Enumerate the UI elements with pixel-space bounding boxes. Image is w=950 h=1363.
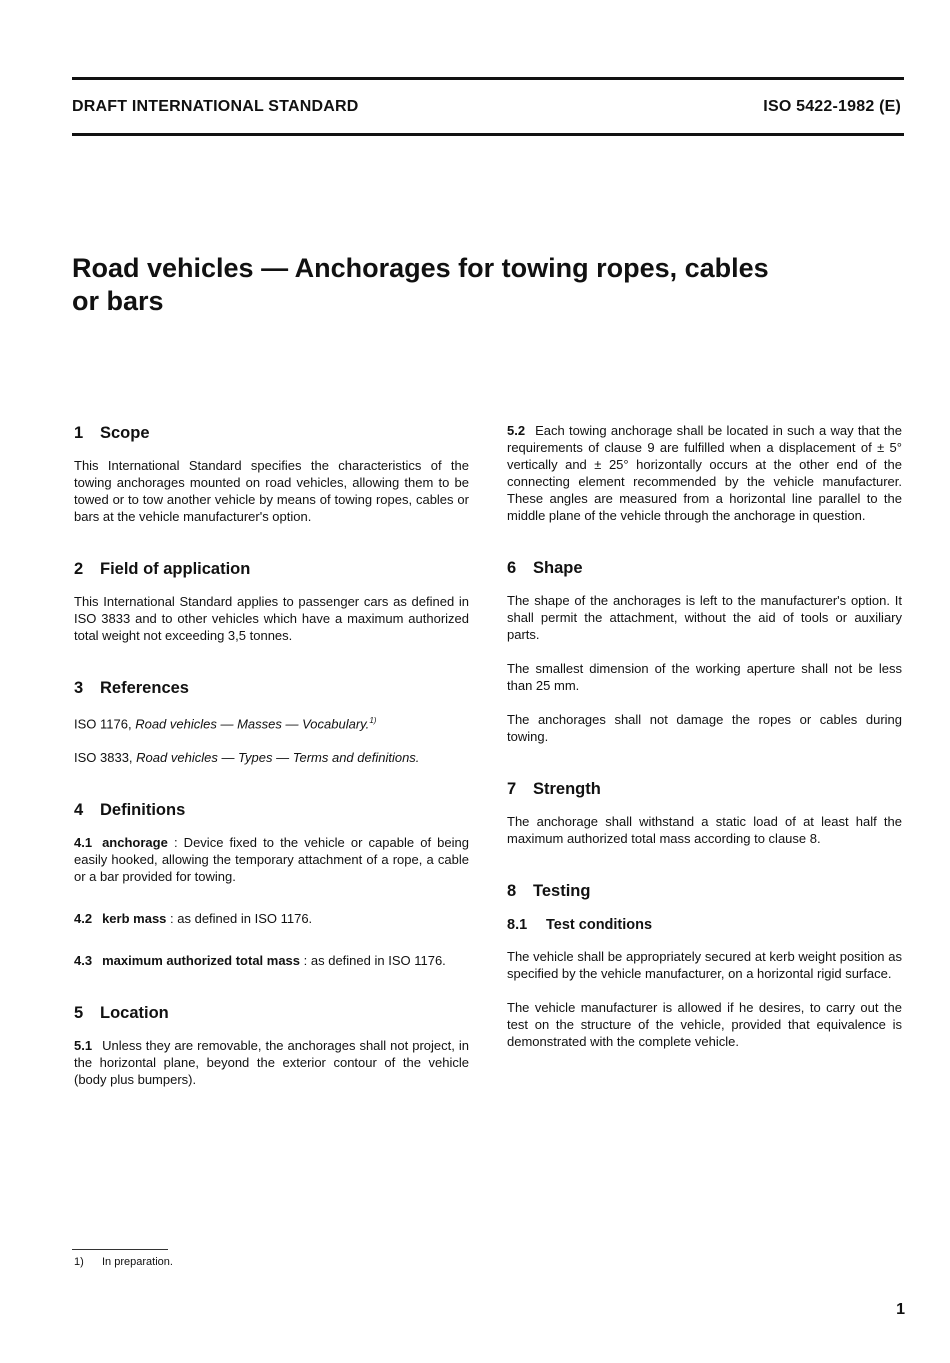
footnote-mark: 1) <box>74 1256 84 1268</box>
footnote-text: In preparation. <box>102 1256 173 1268</box>
shape-paragraph-3: The anchorages shall not damage the ropes or cables during towing. <box>507 712 902 744</box>
header-bottom-rule <box>72 133 904 136</box>
location-clause-5-2: 5.2 Each towing anchorage shall be located in such a way that the requirements of clause 9 are fulfilled when a displacement of ± 5° vertically and ± 25° horizontally occurs at the other end of the connecting element recommended by the vehicle manufacturer. These angles are measured from a horizontal line parallel to the middle plane of the vehicle through the anchorage in question. <box>507 423 902 523</box>
standard-number: ISO 5422-1982 (E) <box>763 98 901 115</box>
section-location-heading: 5 Location <box>74 1004 169 1023</box>
test-conditions-paragraph-1: The vehicle shall be appropriately secured at kerb weight position as specified by the vehicle manufacturer, on a horizontal rigid surface. <box>507 949 902 981</box>
document-title <box>72 252 892 318</box>
definition-max-authorized-total-mass: 4.3 maximum authorized total mass : as defined in ISO 1176. <box>74 953 446 969</box>
definition-anchorage: 4.1 anchorage : Device fixed to the vehicle or capable of being easily hooked, allowing the temporary attachment of a rope, a cable or a bar provided for towing. <box>74 835 469 885</box>
section-references-heading: 3 References <box>74 679 189 697</box>
scope-paragraph: This International Standard specifies the characteristics of the towing anchorages mounted on road vehicles, allowing them to be towed or to tow another vehicle by means of towing ropes, cables or bars at the vehicle manufacturer's option. <box>74 458 469 524</box>
location-clause-5-1: 5.1 Unless they are removable, the anchorages shall not project, in the horizontal plane, beyond the exterior contour of the vehicle (body plus bumpers). <box>74 1038 469 1088</box>
subsection-test-conditions-heading: 8.1 Test conditions <box>507 917 653 933</box>
header-top-rule <box>72 77 904 80</box>
section-testing-heading: 8 Testing <box>507 882 591 900</box>
footnote <box>74 1256 173 1268</box>
left-column <box>74 422 469 1105</box>
document-type-label: DRAFT INTERNATIONAL STANDARD <box>72 98 359 115</box>
page-number: 1 <box>896 1301 905 1318</box>
footnote-separator <box>72 1249 168 1250</box>
reference-iso-1176: ISO 1176, Road vehicles — Masses — Vocabulary.$^{1)}$ <box>74 716 377 732</box>
strength-paragraph: The anchorage shall withstand a static load of at least half the maximum authorized total mass according to clause 8. <box>507 814 902 846</box>
footnote-reference: 1) <box>369 716 377 725</box>
section-scope-heading: 1 Scope <box>74 424 150 442</box>
test-conditions-paragraph-2: The vehicle manufacturer is allowed if he desires, to carry out the test on the structure of the vehicle, provided that equivalence is demonstrated with the complete vehicle. <box>507 1000 902 1049</box>
title-line-2: or bars <box>72 286 164 316</box>
section-strength-heading: 7 Strength <box>507 780 601 798</box>
section-field-of-application-heading: 2 Field of application <box>74 560 251 578</box>
field-of-application-paragraph: This International Standard applies to passenger cars as defined in ISO 3833 and to other vehicles which have a maximum authorized total weight not exceeding 3,5 tonnes. <box>74 594 469 643</box>
shape-paragraph-1: The shape of the anchorages is left to the manufacturer's option. It shall permit the attachment, without the aid of tools or auxiliary parts. <box>507 593 902 642</box>
definition-kerb-mass: 4.2 kerb mass : as defined in ISO 1176. <box>74 911 313 927</box>
reference-iso-3833: ISO 3833, Road vehicles — Types — Terms and definitions. <box>74 750 420 766</box>
section-definitions-heading: 4 Definitions <box>74 801 186 820</box>
right-column <box>507 422 902 1067</box>
title-line-1: Road vehicles — Anchorages for towing ropes, cables <box>72 253 769 283</box>
shape-paragraph-2: The smallest dimension of the working aperture shall not be less than 25 mm. <box>507 661 902 693</box>
section-shape-heading: 6 Shape <box>507 559 583 577</box>
